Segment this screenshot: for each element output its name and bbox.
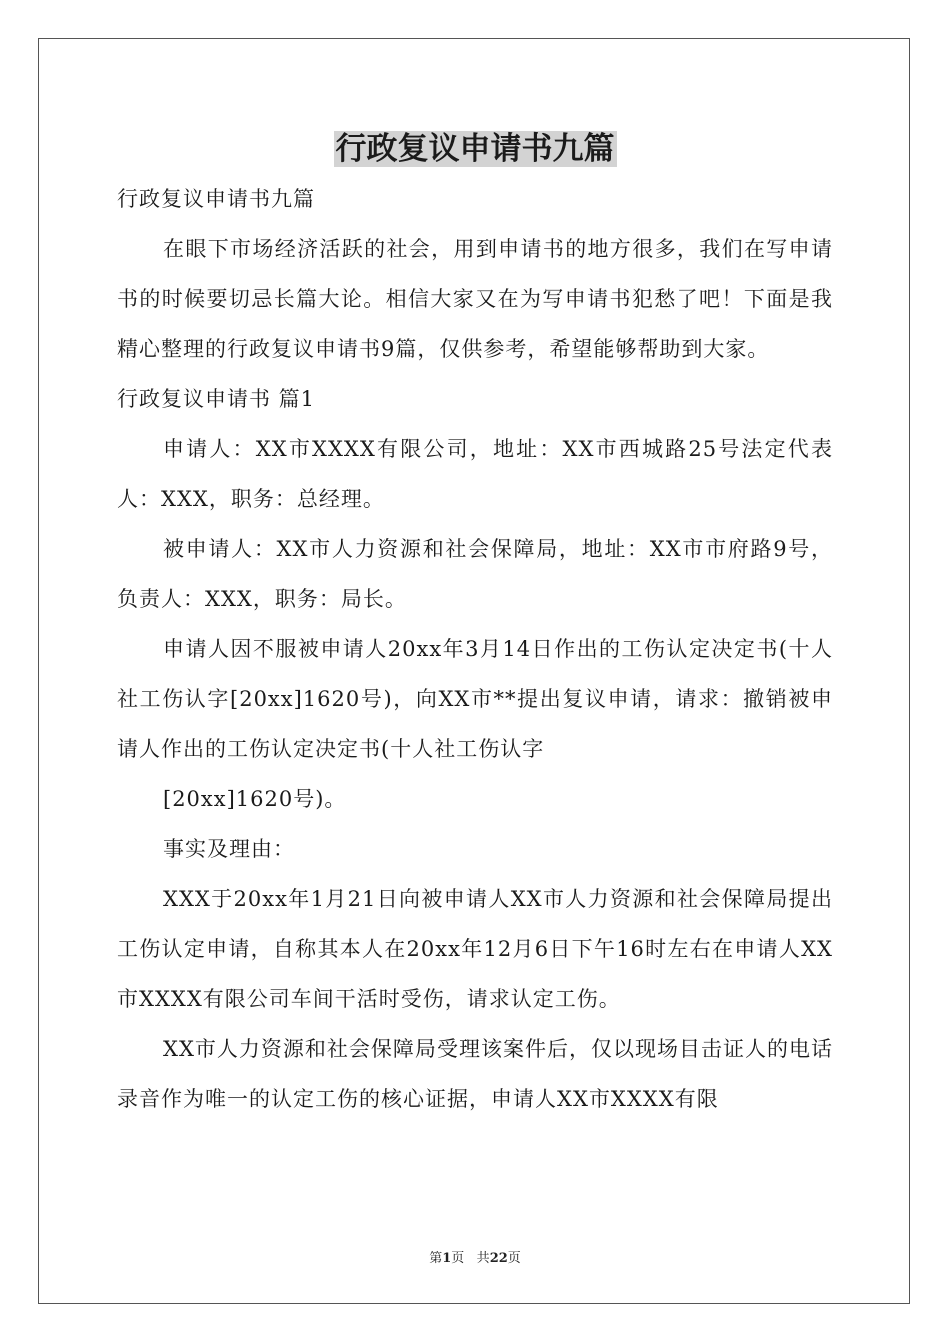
facts-paragraph-1: XXX于20xx年1月21日向被申请人XX市人力资源和社会保障局提出工伤认定申请，自称其本人在20xx年12月6日下午16时左右在申请人XX市XXXX有限公司车间干活时受伤，请求认定工伤。 <box>117 887 833 1011</box>
request-continuation: [20xx]1620号)。 <box>163 787 347 811</box>
section-heading: 行政复议申请书 篇1 <box>117 387 316 411</box>
page-number: 1 <box>442 1251 452 1266</box>
facts-paragraph-2: XX市人力资源和社会保障局受理该案件后，仅以现场目击证人的电话录音作为唯一的认定工伤的核心证据，申请人XX市XXXX有限 <box>117 1037 833 1111</box>
document-title-text: 行政复议申请书九篇 <box>335 131 615 167</box>
intro-paragraph: 在眼下市场经济活跃的社会，用到申请书的地方很多，我们在写申请书的时候要切忌长篇大论。相信大家又在为写申请书犯愁了吧！下面是我精心整理的行政复议申请书9篇，仅供参考，希望能够帮助到大家。 <box>117 237 833 361</box>
page-prefix: 第 <box>429 1251 443 1266</box>
document-body <box>117 174 833 1124</box>
document-title <box>0 127 950 171</box>
total-prefix: 共 <box>476 1251 490 1266</box>
respondent-paragraph: 被申请人：XX市人力资源和社会保障局，地址：XX市市府路9号，负责人：XXX，职务：局长。 <box>117 537 833 611</box>
request-paragraph: 申请人因不服被申请人20xx年3月14日作出的工伤认定决定书(十人社工伤认字[20xx]1620号)，向XX市**提出复议申请，请求：撤销被申请人作出的工伤认定决定书(十人社工伤认字 <box>117 637 833 761</box>
page-footer <box>0 1247 950 1266</box>
total-suffix: 页 <box>507 1251 521 1266</box>
subtitle-paragraph: 行政复议申请书九篇 <box>117 187 315 211</box>
applicant-paragraph: 申请人：XX市XXXX有限公司，地址：XX市西城路25号法定代表人：XXX，职务：总经理。 <box>117 437 833 511</box>
page-suffix: 页 <box>451 1251 465 1266</box>
total-pages: 22 <box>489 1251 508 1266</box>
facts-heading: 事实及理由： <box>163 837 295 861</box>
